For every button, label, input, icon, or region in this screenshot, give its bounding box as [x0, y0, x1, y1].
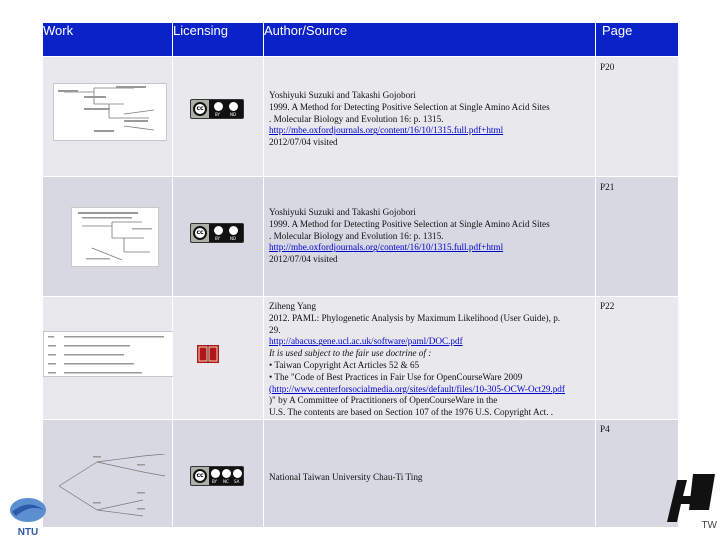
fair-use-link[interactable]: (http://www.centerforsocialmedia.org/sites/default/files/10-305-OCW-Oct29.pdf [269, 383, 565, 394]
work-cell [43, 419, 173, 527]
table-row [43, 177, 679, 297]
source-line: Yoshiyuki Suzuki and Takashi Gojobori [269, 207, 416, 217]
header-licensing: Licensing [173, 23, 264, 57]
credits-table [42, 22, 679, 528]
header-work: Work [43, 23, 173, 57]
model-table-thumbnail [43, 331, 175, 377]
fair-use-item: • Taiwan Copyright Act Articles 52 & 65 [269, 359, 420, 370]
cc-by-nc-sa-icon: cc BY NC SA [190, 466, 244, 486]
source-line: 1999. A Method for Detecting Positive Selection at Single Amino Acid Sites [269, 218, 550, 229]
svg-text:NTU: NTU [17, 527, 39, 538]
fair-use-item: )" by A Committee of Practitioners of OpenCourseWare in the [269, 395, 498, 406]
author-source-cell [264, 297, 596, 420]
source-line: 29. [269, 324, 281, 335]
fair-use-item: U.S. The contents are based on Section 107 of the 1976 U.S. Copyright Act. . [269, 407, 554, 418]
page-number: P4 [600, 423, 610, 434]
source-line: . Molecular Biology and Evolution 16: p. 1315. [269, 230, 444, 241]
cc-by-nd-icon: cc BY ND [190, 99, 244, 119]
source-line: . Molecular Biology and Evolution 16: p. 1315. [269, 113, 444, 124]
branching-tree-thumbnail [53, 454, 171, 518]
header-author-source: Author/Source [264, 23, 596, 57]
page-number: P21 [600, 182, 615, 192]
page-cell [596, 297, 679, 420]
tree-diagram-thumbnail [71, 207, 159, 267]
header-page: Page [596, 23, 679, 57]
source-link[interactable]: http://abacus.gene.ucl.ac.uk/software/paml/DOC.pdf [269, 336, 463, 347]
author-source-cell [264, 419, 596, 527]
author-source-cell [264, 177, 596, 297]
page-cell [596, 177, 679, 297]
author-source-cell [264, 57, 596, 177]
license-cell [173, 177, 264, 297]
fair-use-book-icon [196, 343, 220, 365]
source-link[interactable]: http://mbe.oxfordjournals.org/content/16/10/1315.full.pdf+html [269, 125, 504, 136]
ocw-logo [655, 470, 720, 540]
license-cell [173, 419, 264, 527]
license-cell [173, 297, 264, 420]
source-line: National Taiwan University Chau-Ti Ting [269, 471, 423, 482]
cc-by-nd-icon: cc BY ND [190, 223, 244, 243]
source-line: 1999. A Method for Detecting Positive Selection at Single Amino Acid Sites [269, 101, 550, 112]
work-cell [43, 57, 173, 177]
work-cell [43, 297, 173, 420]
phylogeny-thumbnail [53, 83, 167, 141]
ntu-logo [6, 494, 50, 538]
page-number: P20 [600, 62, 615, 72]
source-line: 2012. PAML: Phylogenetic Analysis by Maximum Likelihood (User Guide), p. [269, 312, 561, 323]
visited-date: 2012/07/04 visited [269, 254, 338, 265]
table-row [43, 419, 679, 527]
source-line: Yoshiyuki Suzuki and Takashi Gojobori [269, 90, 416, 100]
license-cell [173, 57, 264, 177]
source-line: Ziheng Yang [269, 301, 316, 311]
table-row [43, 297, 679, 420]
fair-use-item: • The "Code of Best Practices in Fair Use for OpenCourseWare 2009 [269, 371, 523, 382]
table-row [43, 57, 679, 177]
page-number: P22 [600, 301, 615, 311]
page-cell [596, 57, 679, 177]
header-row [43, 23, 679, 57]
visited-date: 2012/07/04 visited [269, 137, 338, 148]
source-link[interactable]: http://mbe.oxfordjournals.org/content/16/10/1315.full.pdf+html [269, 242, 504, 253]
svg-text:TW: TW [701, 520, 717, 531]
fair-use-intro: It is used subject to the fair use doctrine of : [269, 348, 432, 359]
work-cell [43, 177, 173, 297]
